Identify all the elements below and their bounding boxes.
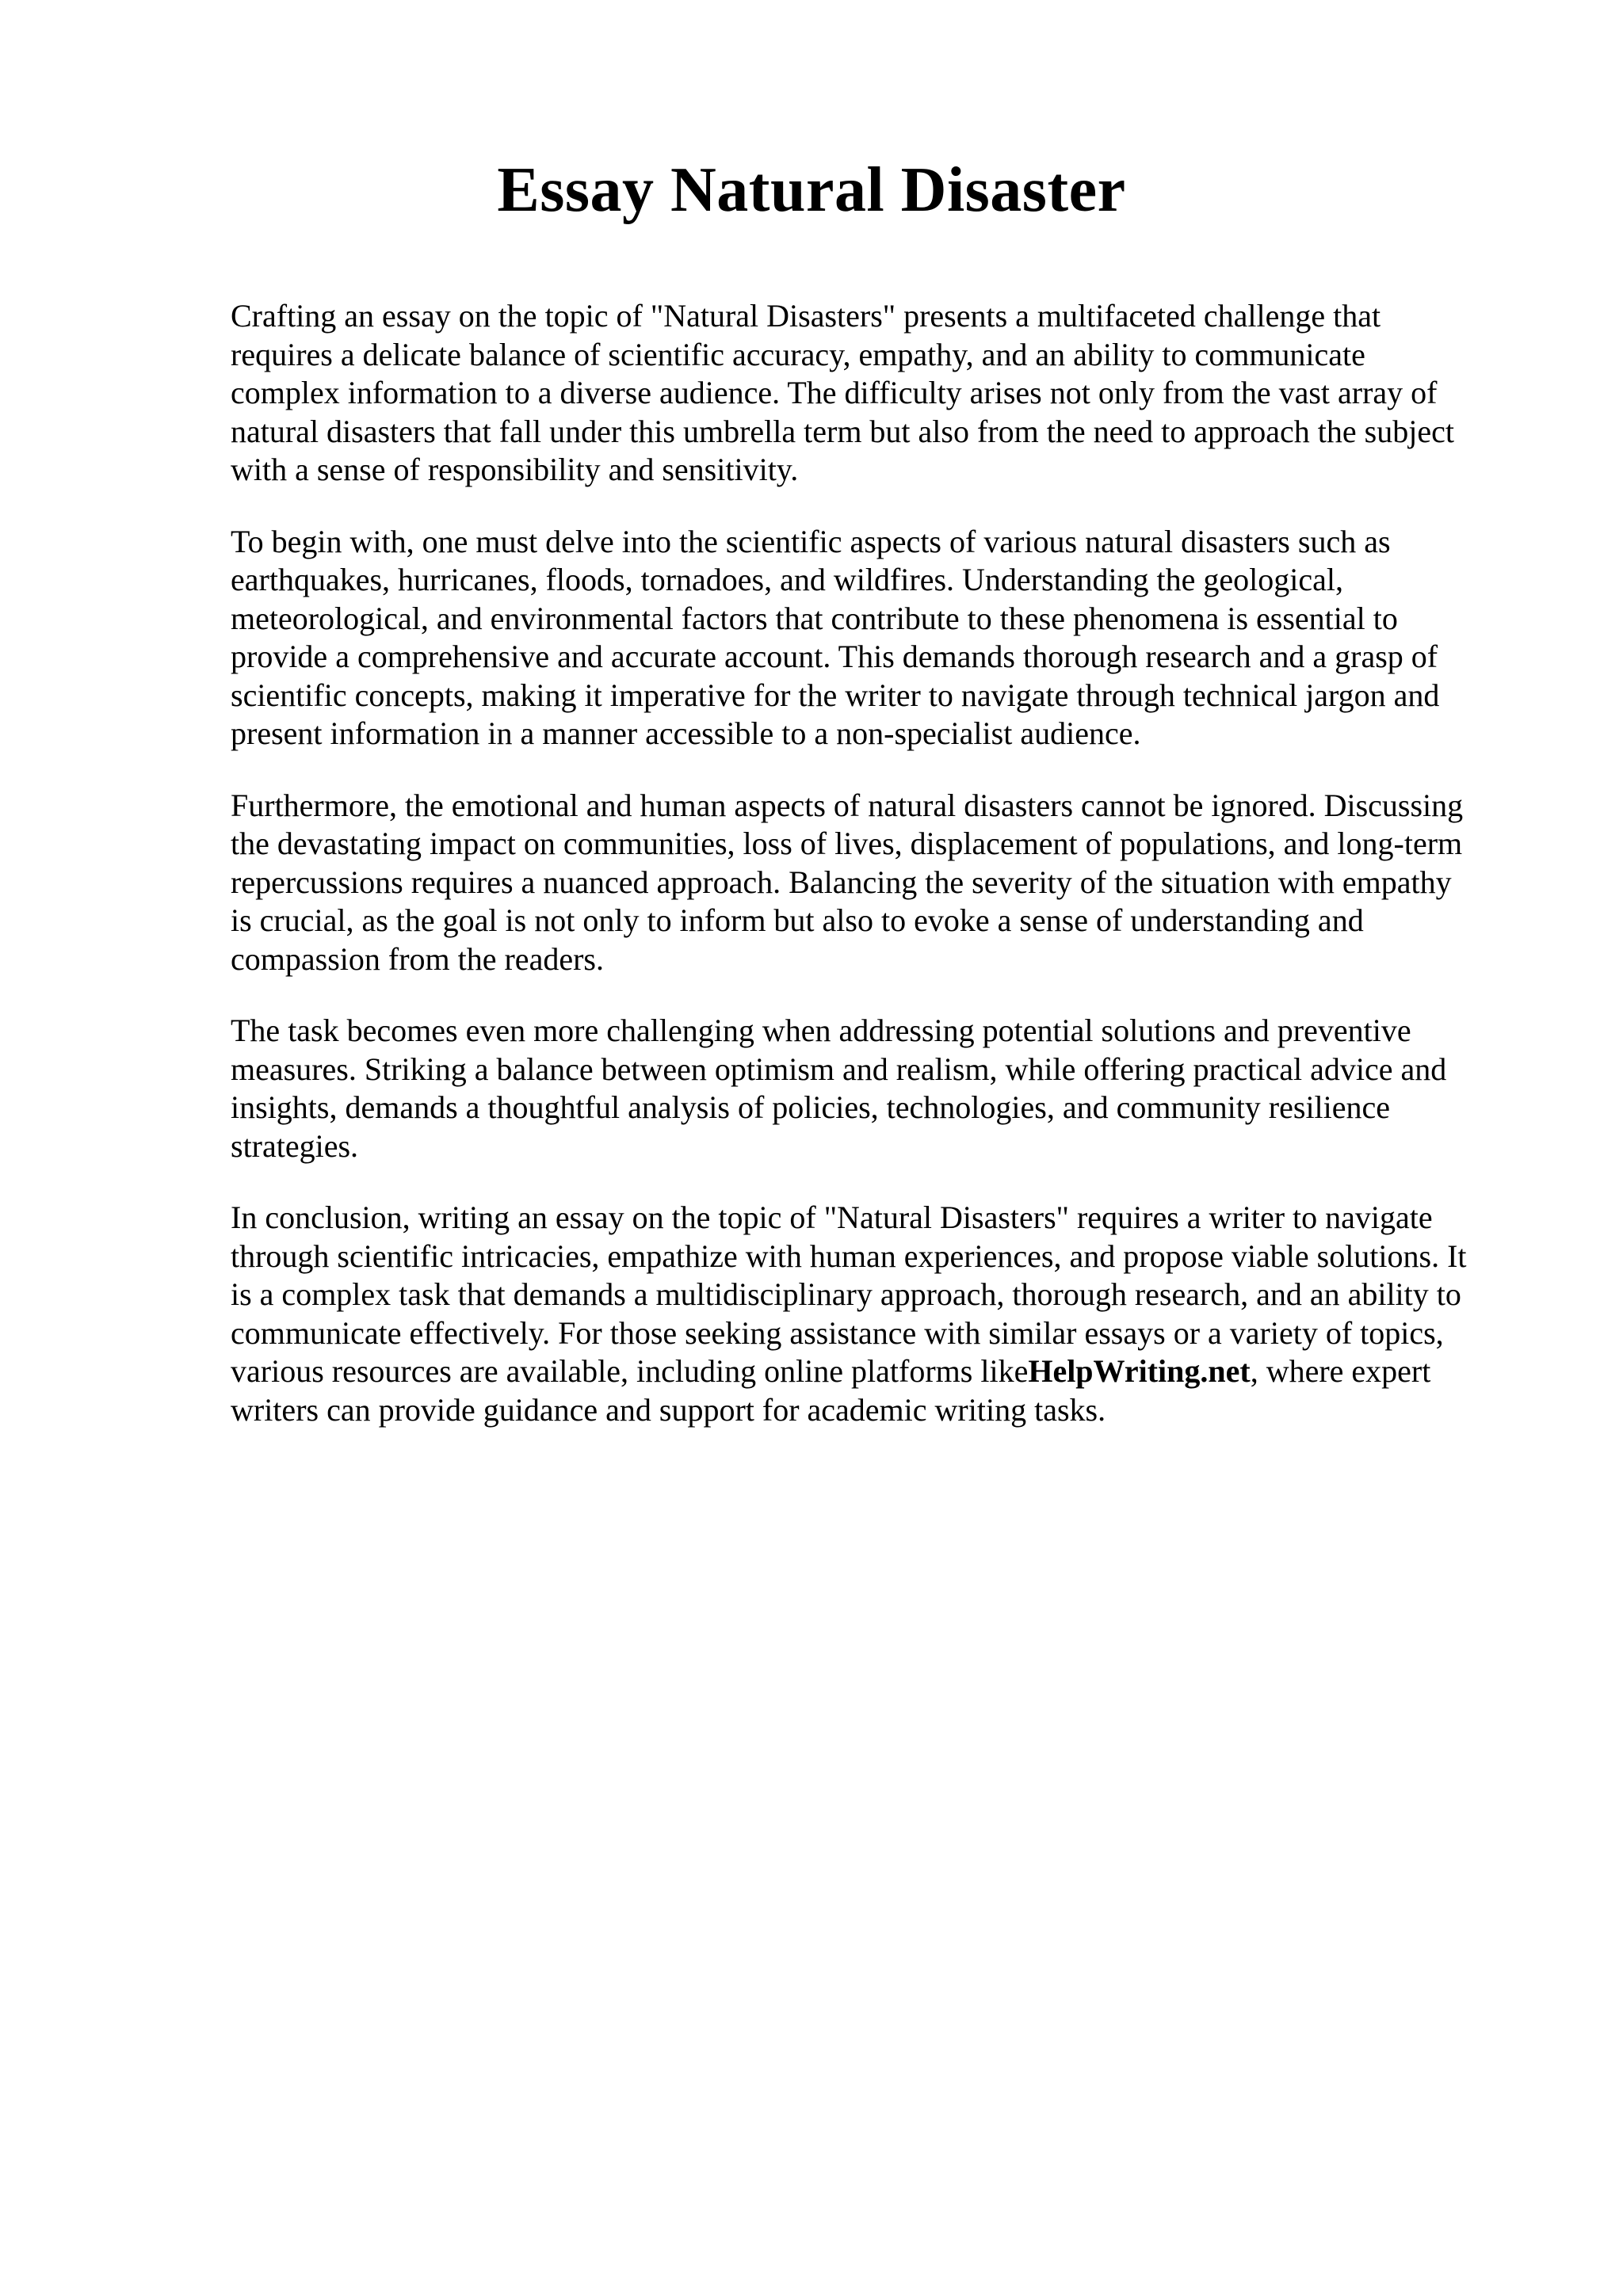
text-line: measures. Striking a balance between optimism and realism, while offering practical advice and [231,1051,1447,1087]
document-title: Essay Natural Disaster [497,155,1126,225]
text-line: strategies. [231,1127,359,1164]
text-line: repercussions requires a nuanced approach. Balancing the severity of the situation with empathy [231,864,1452,900]
text-line: In conclusion, writing an essay on the topic of "Natural Disasters" requires a writer to navigate [231,1199,1433,1235]
helpwriting-link[interactable]: HelpWriting.net [1028,1353,1251,1389]
text-line: is a complex task that demands a multidisciplinary approach, thorough research, and an ability to [231,1276,1461,1312]
text-line: is crucial, as the goal is not only to inform but also to evoke a sense of understanding and [231,902,1364,938]
document-body [231,297,1514,1463]
link-line-prefix: various resources are available, including online platforms like [231,1353,1029,1389]
text-line: through scientific intricacies, empathize with human experiences, and propose viable solutions. It [231,1238,1467,1274]
text-line: present information in a manner accessible to a non-specialist audience. [231,715,1141,751]
text-line: scientific concepts, making it imperative for the writer to navigate through technical jargon and [231,677,1440,713]
link-line-suffix: , where expert [1250,1353,1431,1389]
paragraph-4 [231,1012,1514,1165]
text-line: To begin with, one must delve into the scientific aspects of various natural disasters such as [231,523,1391,559]
text-line-with-link [231,1352,1514,1391]
text-line: with a sense of responsibility and sensitivity. [231,452,799,487]
text-line: Furthermore, the emotional and human aspects of natural disasters cannot be ignored. Discussing [231,787,1464,823]
paragraph-conclusion [231,1199,1514,1429]
paragraph-2 [231,523,1514,753]
paragraph-1 [231,297,1514,490]
text-line: requires a delicate balance of scientific accuracy, empathy, and an ability to communicate [231,336,1365,372]
text-line: meteorological, and environmental factors that contribute to these phenomena is essential to [231,600,1398,636]
text-line: complex information to a diverse audience. The difficulty arises not only from the vast array of [231,375,1438,410]
text-line: provide a comprehensive and accurate account. This demands thorough research and a grasp of [231,639,1438,674]
text-line: communicate effectively. For those seeking assistance with similar essays or a variety of topics, [231,1314,1444,1351]
text-line: natural disasters that fall under this umbrella term but also from the need to approach the subject [231,413,1454,449]
text-line: The task becomes even more challenging when addressing potential solutions and preventive [231,1013,1411,1048]
text-line: insights, demands a thoughtful analysis of policies, technologies, and community resilience [231,1089,1391,1125]
paragraph-3 [231,787,1514,979]
text-line: Crafting an essay on the topic of "Natural Disasters" presents a multifaceted challenge that [231,298,1381,334]
text-line: writers can provide guidance and support for academic writing tasks. [231,1391,1106,1428]
text-line: compassion from the readers. [231,940,604,977]
text-line: earthquakes, hurricanes, floods, tornadoes, and wildfires. Understanding the geological, [231,562,1344,597]
text-line: the devastating impact on communities, loss of lives, displacement of populations, and long-term [231,826,1463,861]
